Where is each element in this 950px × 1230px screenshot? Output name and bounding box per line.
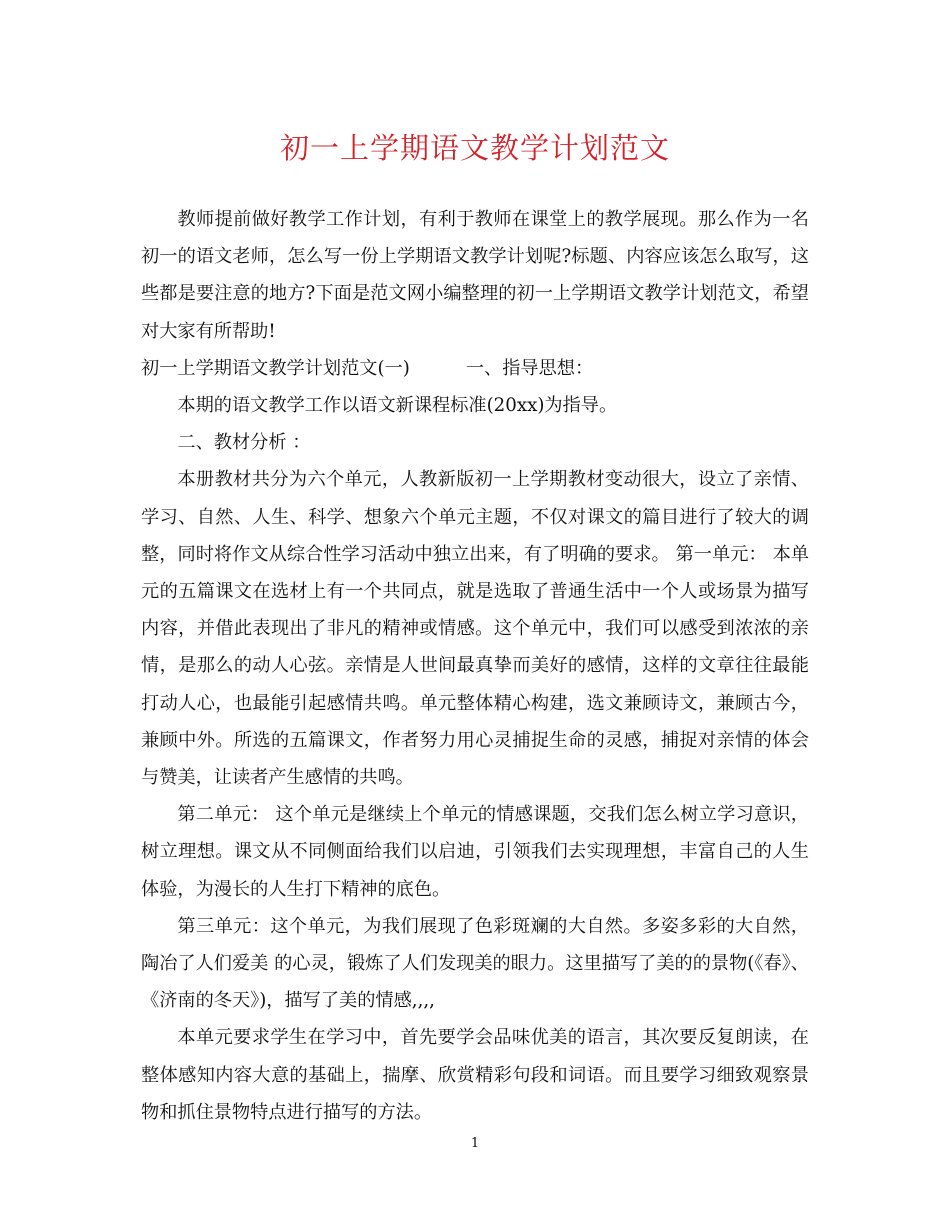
page-number: 1 (470, 1136, 480, 1151)
guiding-ideology-paragraph: 本期的语文教学工作以语文新课程标准(20xx)为指导。 (177, 395, 618, 417)
document-body (141, 201, 809, 1131)
textbook-analysis-heading: 二、教材分析 ： (177, 432, 311, 454)
textbook-analysis-paragraph: 本册教材共分为六个单元，人教新版初一上学期教材变动很大，设立了亲情、学习、自然、人生、科学、想象六个单元主题，不仅对课文的篇目进行了较大的调整，同时将作文从综合性学习活动中独立出来，有了明确的要求。 第一单元： 本单元的五篇课文在选材上有一个共同点，就是选取了普通生活中一个人或场景为描写内容，并借此表现出了非凡的精神或情感。这个单元中，我们可以感受到浓浓的亲情，是那么的动人心弦。亲情是人世间最真挚而美好的感情，这样的文章往往最能打动人心，也最能引起感情共鸣。单元整体精心构建，选文兼顾诗文，兼顾古今，兼顾中外。所选的五篇课文，作者努力用心灵捕捉生命的灵感，捕捉对亲情的体会与赞美，让读者产生感情的共鸣。 (141, 469, 809, 789)
intro-paragraph: 教师提前做好教学工作计划，有利于教师在课堂上的教学展现。那么作为一名初一的语文老师，怎么写一份上学期语文教学计划呢?标题、内容应该怎么取写，这些都是要注意的地方?下面是范文网小编整理的初一上学期语文教学计划范文，希望对大家有所帮助! (141, 209, 809, 342)
guiding-ideology-heading: 一、指导思想： (465, 357, 594, 379)
document-title: 初一上学期语文教学计划范文 (279, 131, 670, 165)
unit-two-paragraph: 第二单元： 这个单元是继续上个单元的情感课题，交我们怎么树立学习意识，树立理想。课文从不同侧面给我们以启迪，引领我们去实现理想，丰富自己的人生体验，为漫长的人生打下精神的底色。 (141, 804, 809, 900)
unit-requirements-paragraph: 本单元要求学生在学习中，首先要学会品味优美的语言，其次要反复朗读，在整体感知内容大意的基础上，揣摩、欣赏精彩句段和词语。而且要学习细致观察景物和抓住景物特点进行描写的方法。 (141, 1027, 809, 1123)
section-heading-line (141, 350, 809, 387)
unit-three-paragraph: 第三单元：这个单元，为我们展现了色彩斑斓的大自然。多姿多彩的大自然，陶冶了人们爱美 的心灵，锻炼了人们发现美的眼力。这里描写了美的的景物(《春》、《济南的冬天》)，描写了美的情感,,,, (141, 915, 809, 1012)
section-heading: 初一上学期语文教学计划范文(一) (141, 357, 410, 379)
